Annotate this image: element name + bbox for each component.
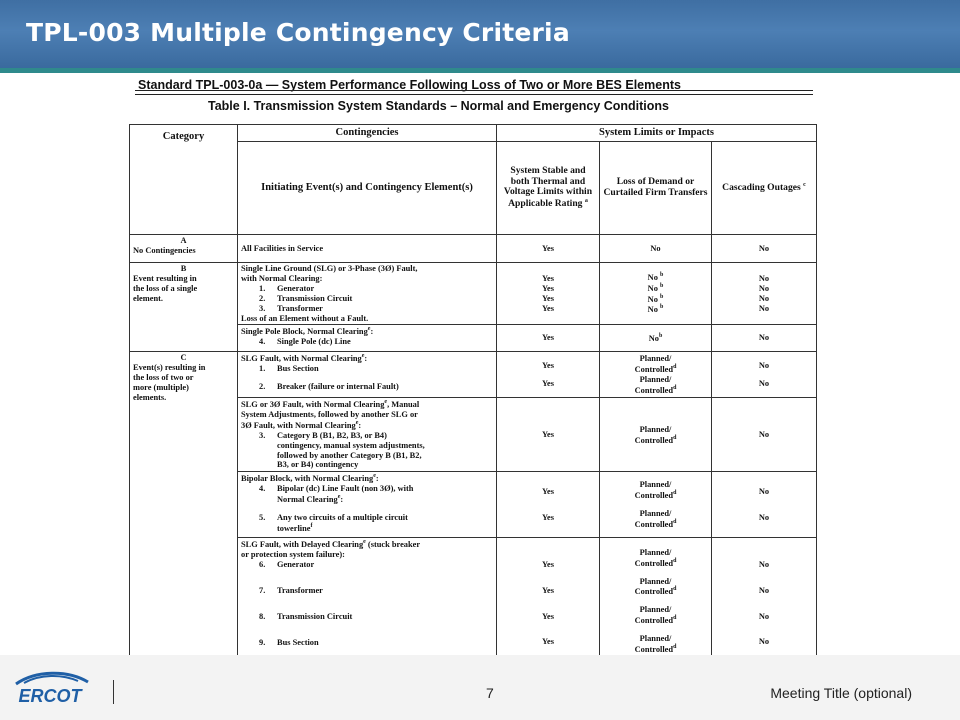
heading-rule [135, 94, 813, 95]
loss-cell: No $^b$ No $^b$ No $^b$ No $^b$ [600, 263, 712, 325]
loss-cell: Planned/ Controlled$^d$ Planned/ Controlled$^d$ [600, 352, 712, 398]
category-c: C Event(s) resulting in the loss of two or more (multiple) elements. [130, 352, 238, 656]
category-a: A No Contingencies [130, 235, 238, 263]
event-cell: Single Pole Block, Normal Clearing$^e$: 4. Single Pole (dc) Line [238, 325, 497, 352]
header-contingencies: Contingencies [238, 125, 497, 142]
stable-cell: Yes [497, 398, 600, 472]
event-cell: SLG or 3Ø Fault, with Normal Clearing$^e$, Manual System Adjustments, followed by another SLG or 3Ø Fault, with Normal Clearing$^e$: 3. Category B (B1, B2, B3, or B4) contingency, manual system adjustments, followed by another Category B (B1, B2, B3, or B4) contingency [238, 398, 497, 472]
table-row [130, 235, 817, 263]
standards-table [129, 124, 817, 656]
stable-cell: Yes Yes [497, 472, 600, 538]
stable-cell: Yes Yes [497, 352, 600, 398]
loss-cell: No$^b$ [600, 325, 712, 352]
svg-text:ERCOT: ERCOT [18, 686, 82, 706]
header-loss-of-demand: Loss of Demand or Curtailed Firm Transfers [600, 142, 712, 235]
category-b: B Event resulting in the loss of a single element. [130, 263, 238, 352]
meeting-title: Meeting Title (optional) [770, 685, 912, 701]
cascade-cell: No No [712, 352, 817, 398]
cascade-cell: No No No No [712, 538, 817, 656]
event-cell: Bipolar Block, with Normal Clearing$^e$: 4. Bipolar (dc) Line Fault (non 3Ø), with Normal Clearing$^e$: 5. Any two circuits of a multiple circuit towerline$^f$ [238, 472, 497, 538]
stable-cell: Yes [497, 325, 600, 352]
cascade-cell: No [712, 398, 817, 472]
event-cell: SLG Fault, with Delayed Clearing$^e$ (stuck breaker or protection system failure): 6. Generator 7. Transformer 8. Transmission Circuit 9. Bus Section [238, 538, 497, 656]
document-image [113, 73, 816, 655]
loss-cell: Planned/ Controlled$^d$ Planned/ Controlled$^d$ Planned/ Controlled$^d$ Planned/ Controlled$^d$ [600, 538, 712, 656]
loss-cell: Planned/ Controlled$^d$ [600, 398, 712, 472]
loss-cell: No [600, 235, 712, 263]
stable-cell: Yes Yes Yes Yes [497, 263, 600, 325]
event-cell: All Facilities in Service [238, 235, 497, 263]
page-number: 7 [486, 685, 494, 701]
table-title: Table I. Transmission System Standards – Normal and Emergency Conditions [208, 99, 670, 113]
header-category: Category [130, 125, 238, 235]
ercot-logo [10, 668, 92, 710]
cascade-cell: No [712, 325, 817, 352]
cascade-cell: No No No No [712, 263, 817, 325]
table-row [130, 352, 817, 398]
table-row [130, 263, 817, 325]
header-cascading-outages: Cascading Outages $^c$ [712, 142, 817, 235]
header-initiating-events: Initiating Event(s) and Contingency Element(s) [238, 142, 497, 235]
event-cell: Single Line Ground (SLG) or 3-Phase (3Ø) Fault, with Normal Clearing: 1. Generator 2. Transmission Circuit 3. Transformer Loss of an Element without a Fault. [238, 263, 497, 325]
document-heading: Standard TPL-003-0a — System Performance Following Loss of Two or More BES Elements [138, 78, 681, 92]
header-system-stable: System Stable and both Thermal and Voltage Limits within Applicable Rating $^a$ [497, 142, 600, 235]
header-system-limits: System Limits or Impacts [497, 125, 817, 142]
cascade-cell: No No [712, 472, 817, 538]
slide-title: TPL-003 Multiple Contingency Criteria [26, 18, 570, 47]
footer-divider [113, 680, 114, 704]
stable-cell: Yes [497, 235, 600, 263]
cascade-cell: No [712, 235, 817, 263]
event-cell: SLG Fault, with Normal Clearing$^e$: 1. Bus Section 2. Breaker (failure or internal Fault) [238, 352, 497, 398]
loss-cell: Planned/ Controlled$^d$ Planned/ Controlled$^d$ [600, 472, 712, 538]
stable-cell: Yes Yes Yes Yes [497, 538, 600, 656]
heading-rule [135, 90, 813, 91]
